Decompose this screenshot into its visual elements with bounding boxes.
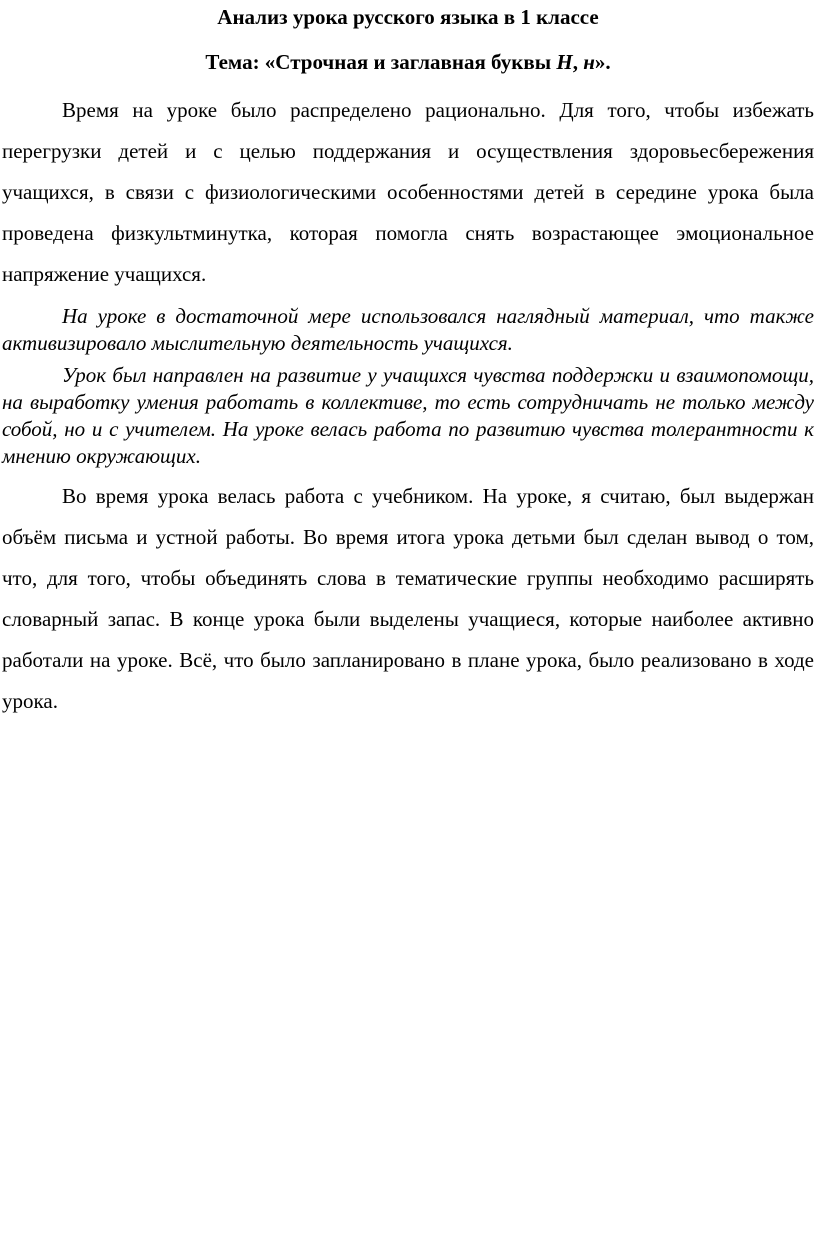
paragraph-time-distribution: Время на уроке было распределено рационально. Для того, чтобы избежать перегрузки детей и с целью поддержания и осуществления здоровьесбережения учащихся, в связи с физиологическими особенностями детей в середине урока была проведена физкультминутка, которая помогла снять возрастающее эмоциональное напряжение учащихся.: [2, 98, 814, 286]
paragraph-visual-material: На уроке в достаточной мере использовался наглядный материал, что также активизировало мыслительную деятельность учащихся.: [2, 304, 814, 355]
document-title: Анализ урока русского языка в 1 классе: [217, 5, 599, 29]
topic-separator: ,: [572, 50, 584, 74]
topic-prefix: Тема: «Строчная и заглавная буквы: [205, 50, 557, 74]
topic-letter-lower: н: [583, 50, 595, 74]
lesson-topic: [2, 49, 814, 75]
topic-suffix: ».: [594, 50, 611, 74]
topic-letter-upper: Н: [556, 50, 573, 74]
paragraph-textbook-work: Во время урока велась работа с учебником. На уроке, я считаю, был выдержан объём письма и устной работы. Во время итога урока детьми был сделан вывод о том, что, для того, чтобы объединять слова в тематические группы необходимо расширять словарный запас. В конце урока были выделены учащиеся, которые наиболее активно работали на уроке. Всё, что было запланировано в плане урока, было реализовано в ходе урока.: [2, 484, 814, 713]
paragraph-mutual-support: Урок был направлен на развитие у учащихся чувства поддержки и взаимопомощи, на выработку умения работать в коллективе, то есть сотрудничать не только между собой, но и с учителем. На уроке велась работа по развитию чувства толерантности к мнению окружающих.: [2, 363, 814, 468]
